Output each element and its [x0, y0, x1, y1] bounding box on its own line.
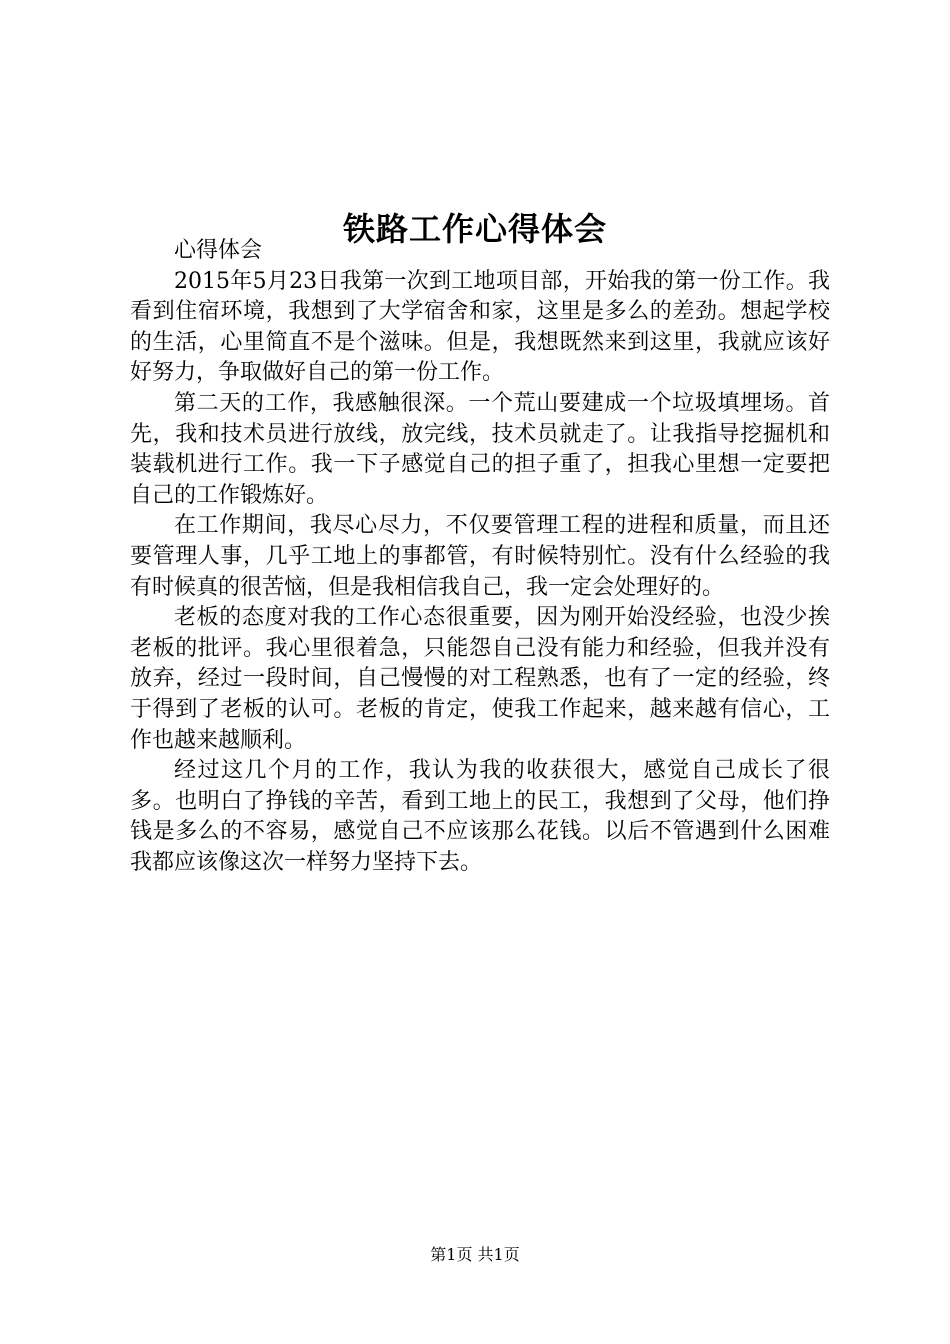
paragraph: 在工作期间，我尽心尽力，不仅要管理工程的进程和质量，而且还要管理人事，几乎工地上的事都管，有时候特别忙。没有什么经验的我有时候真的很苦恼，但是我相信我自己，我一定会处理好的。: [130, 513, 830, 600]
document-title: 铁路工作心得体会: [342, 210, 607, 249]
paragraph-heading: 心得体会: [174, 238, 263, 263]
document-body: [130, 236, 830, 878]
paragraph: 经过这几个月的工作，我认为我的收获很大，感觉自己成长了很多。也明白了挣钱的辛苦，看到工地上的民工，我想到了父母，他们挣钱是多么的不容易，感觉自己不应该那么花钱。以后不管遇到什么困难我都应该像这次一样努力坚持下去。: [130, 758, 830, 875]
paragraph: 老板的态度对我的工作心态很重要，因为刚开始没经验，也没少挨老板的批评。我心里很着急，只能怨自己没有能力和经验，但我并没有放弃，经过一段时间，自己慢慢的对工程熟悉，也有了一定的经验，终于得到了老板的认可。老板的肯定，使我工作起来，越来越有信心，工作也越来越顺利。: [130, 605, 830, 753]
paragraph: 第二天的工作，我感触很深。一个荒山要建成一个垃圾填埋场。首先，我和技术员进行放线，放完线，技术员就走了。让我指导挖掘机和装载机进行工作。我一下子感觉自己的担子重了，担我心里想一定要把自己的工作锻炼好。: [130, 390, 830, 508]
page-footer: 第1页 共1页: [430, 1245, 520, 1264]
paragraph: 2015年5月23日我第一次到工地项目部，开始我的第一份工作。我看到住宿环境，我想到了大学宿舍和家，这里是多么的差劲。想起学校的生活，心里简直不是个滋味。但是，我想既然来到这里，我就应该好好努力，争取做好自己的第一份工作。: [130, 268, 830, 386]
